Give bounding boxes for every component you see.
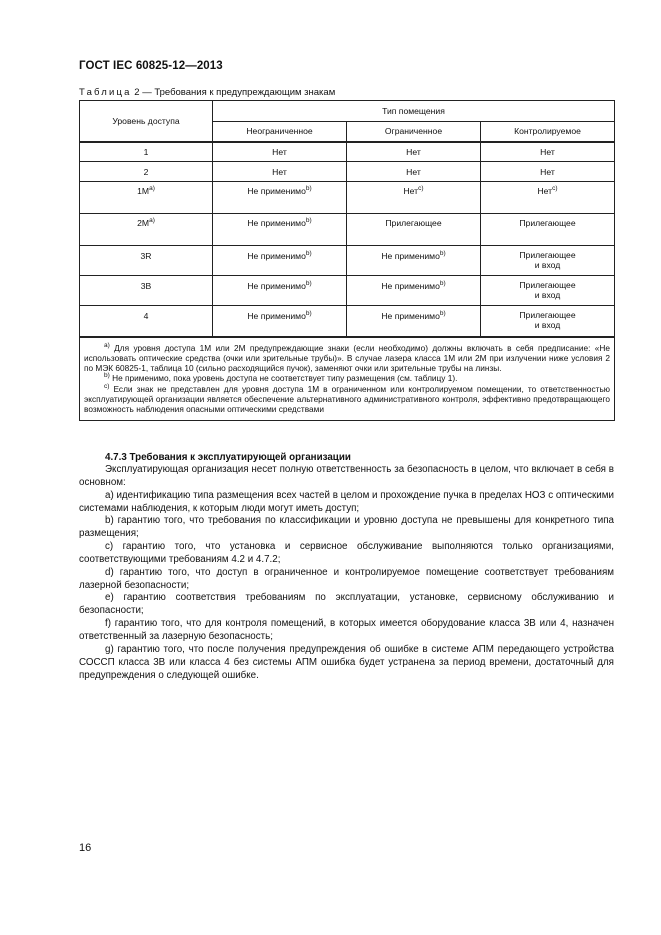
paragraph: g) гарантию того, что после получения предупреждения об ошибке в системе АПМ передающего устройства СОССП класса 3В или класса 4 без системы АПМ ошибка будет устранена за период времени, достаточный для предупреждения о следующей ошибке. [79, 643, 614, 681]
table-row [80, 162, 615, 182]
cell-restricted: Нет [347, 162, 481, 182]
cell-restricted: Нет [347, 142, 481, 162]
table-caption-word: Таблица [79, 87, 132, 98]
page-number: 16 [79, 842, 92, 854]
warning-signs-table [79, 100, 615, 421]
table-row [80, 306, 615, 337]
cell-controlled: Прилегающее и вход [481, 246, 615, 276]
header-controlled: Контролируемое [481, 122, 615, 142]
table-row [80, 142, 615, 162]
cell-unrestricted: Не применимо$^{b)}$ [213, 246, 347, 276]
cell-unrestricted: Не применимо$^{b)}$ [213, 306, 347, 337]
paragraph: b) гарантию того, что требования по классификации и уровню доступа не превышены для конкретного типа размещения; [79, 515, 614, 540]
header-room-type: Тип помещения [213, 101, 615, 122]
header-access-level: Уровень доступа [80, 101, 213, 142]
paragraph: d) гарантию того, что доступ в ограниченное и контролируемое помещение соответствует требованиям лазерной безопасности; [79, 566, 614, 591]
cell-restricted: Не применимо$^{b)}$ [347, 246, 481, 276]
cell-restricted: Не применимо$^{b)}$ [347, 306, 481, 337]
cell-unrestricted: Не применимо$^{b)}$ [213, 214, 347, 246]
table-caption [79, 87, 335, 98]
cell-unrestricted: Нет [213, 162, 347, 182]
table-row [80, 276, 615, 306]
cell-access-level: 2 [80, 162, 213, 182]
paragraph: f) гарантию того, что для контроля помещений, в которых имеется оборудование класса 3В или 4, назначен ответственный за лазерную безопасность; [79, 618, 614, 642]
paragraph: Эксплуатирующая организация несет полную ответственность за безопасность в целом, что включает в себя в основном: [79, 464, 614, 488]
table-notes [80, 337, 615, 421]
cell-controlled: Нет [481, 142, 615, 162]
cell-controlled: Нет [481, 162, 615, 182]
cell-controlled: Прилегающее [481, 214, 615, 246]
note-c: $^{c)}$ Если знак не представлен для уровня доступа 1М в ограниченном или контролируемом помещении, то ответственностью эксплуатирующей организации является обеспечение альтернативного административного контроля, эффективно предотвращающего возможность наблюдения опасными оптическими средствами [84, 382, 610, 415]
header-restricted: Ограниченное [347, 122, 481, 142]
table-row [80, 214, 615, 246]
section-body [79, 464, 614, 682]
cell-controlled: Прилегающее и вход [481, 306, 615, 337]
cell-access-level: 3R [80, 246, 213, 276]
paragraph: c) гарантию того, что установка и сервисное обслуживание выполняются только организациями, соответствующими требованиям 4.2 и 4.7.2; [79, 541, 614, 565]
note-b: $^{b)}$ Не применимо, пока уровень доступа не соответствует типу размещения (см. таблицу 1). [104, 372, 458, 384]
cell-access-level: $2M^{a)}$ [80, 214, 213, 246]
table-caption-title: 2 — Требования к предупреждающим знакам [131, 87, 336, 98]
cell-access-level: $1M^{a)}$ [80, 182, 213, 214]
header-unrestricted: Неограниченное [213, 122, 347, 142]
note-a: $^{a)}$ Для уровня доступа 1М или 2М предупреждающие знаки (если необходимо) должны включать в себя предписание: «Не использовать оптические средства (очки или зрительные трубы)». В случае лазера класса 1М или 2М при излучении ниже условия 2 по МЭК 60825-1, таблица 10 (сильно расходящийся пучок), заменяют очки или зрительные трубы на линзы. [84, 341, 610, 374]
cell-unrestricted: Не применимо$^{b)}$ [213, 276, 347, 306]
table-row [80, 246, 615, 276]
paragraph: a) идентификацию типа размещения всех частей в целом и прохождение пучка в пределах НОЗ с оптическими системами наблюдения, к которым люди могут иметь доступ; [79, 489, 614, 514]
cell-controlled: Прилегающее и вход [481, 276, 615, 306]
table-header-row [80, 101, 615, 122]
table-row [80, 182, 615, 214]
cell-restricted: Не применимо$^{b)}$ [347, 276, 481, 306]
cell-unrestricted: Не применимо$^{b)}$ [213, 182, 347, 214]
table-notes-row [80, 337, 615, 421]
paragraph: e) гарантию соответствия требованиям по эксплуатации, установке, сервисному обслуживанию и безопасности; [79, 592, 614, 617]
cell-access-level: 1 [80, 142, 213, 162]
cell-restricted: Нет$^{c)}$ [347, 182, 481, 214]
cell-controlled: Нет$^{c)}$ [481, 182, 615, 214]
document-header: ГОСТ IEC 60825-12—2013 [79, 60, 223, 72]
cell-access-level: 4 [80, 306, 213, 337]
cell-unrestricted: Нет [213, 142, 347, 162]
cell-restricted: Прилегающее [347, 214, 481, 246]
section-title: 4.7.3 Требования к эксплуатирующей организации [105, 452, 351, 463]
cell-access-level: 3B [80, 276, 213, 306]
